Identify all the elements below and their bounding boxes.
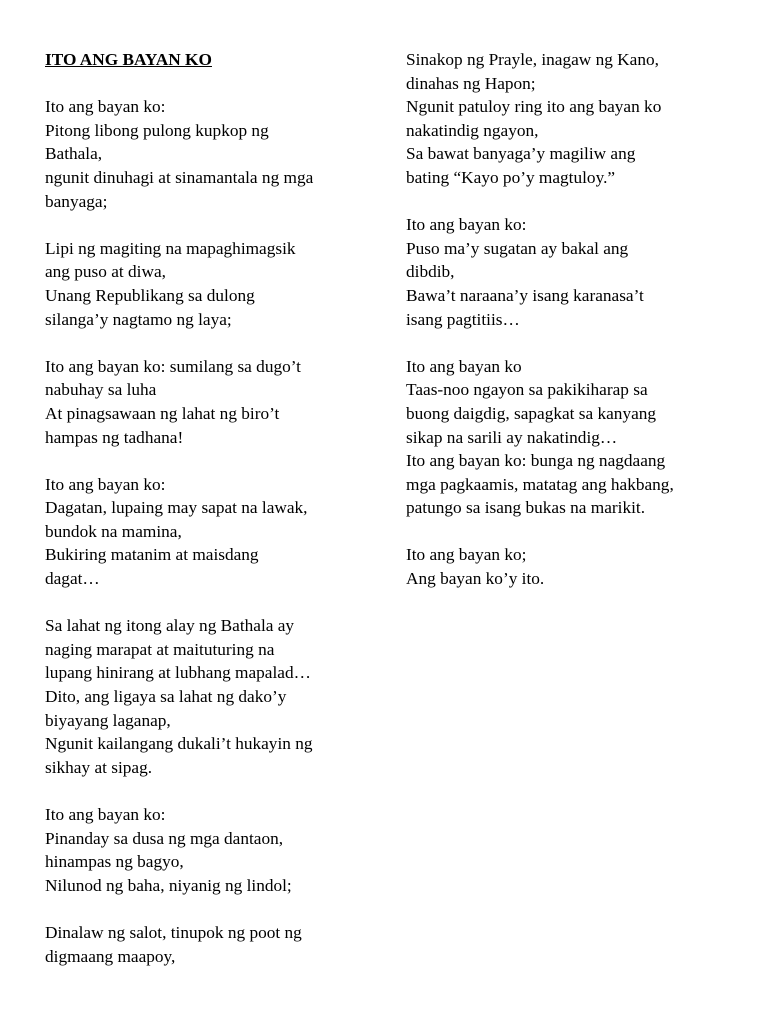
poem-line: Ito ang bayan ko: bbox=[406, 215, 527, 235]
poem-line: Dinalaw ng salot, tinupok ng poot ng bbox=[45, 922, 302, 942]
poem-line: isang pagtitiis… bbox=[406, 309, 520, 329]
poem-line: Ito ang bayan ko bbox=[406, 356, 522, 376]
poem-line: mga pagkaamis, matatag ang hakbang, bbox=[406, 474, 674, 494]
poem-line: bating “Kayo po’y magtuloy.” bbox=[406, 167, 616, 187]
poem-line: Ang bayan ko’y ito. bbox=[406, 569, 545, 589]
poem-line: Taas-noo ngayon sa pakikiharap sa bbox=[406, 380, 648, 400]
poem-line: sikap na sarili ay nakatindig… bbox=[406, 427, 618, 447]
stanza bbox=[406, 213, 746, 331]
poem-line: dibdib, bbox=[406, 262, 455, 282]
poem-line: sikhay at sipag. bbox=[45, 757, 153, 777]
poem-line: Nilunod ng baha, niyanig ng lindol; bbox=[45, 875, 292, 895]
stanza bbox=[45, 237, 375, 331]
stanza bbox=[406, 543, 746, 590]
poem-line: Ito ang bayan ko: bbox=[45, 474, 166, 494]
stanza bbox=[45, 95, 375, 213]
poem-line: dinahas ng Hapon; bbox=[406, 73, 536, 93]
poem-line: Bawa’t naraana’y isang karanasa’t bbox=[406, 285, 644, 305]
poem-line: hinampas ng bagyo, bbox=[45, 852, 184, 872]
poem-line: Lipi ng magiting na mapaghimagsik bbox=[45, 238, 296, 258]
poem-line: buong daigdig, sapagkat sa kanyang bbox=[406, 403, 657, 423]
poem-line: Dito, ang ligaya sa lahat ng dako’y bbox=[45, 687, 287, 707]
stanza bbox=[406, 48, 746, 190]
poem-line: Puso ma’y sugatan ay bakal ang bbox=[406, 238, 629, 258]
stanza bbox=[406, 449, 746, 520]
poem-line: Sa lahat ng itong alay ng Bathala ay bbox=[45, 616, 295, 636]
poem-line: nakatindig ngayon, bbox=[406, 120, 539, 140]
poem-line: Ito ang bayan ko; bbox=[406, 545, 527, 565]
poem-title: ITO ANG BAYAN KO bbox=[45, 50, 212, 69]
stanza bbox=[45, 614, 375, 779]
poem-line: biyayang laganap, bbox=[45, 710, 171, 730]
stanza bbox=[45, 921, 375, 968]
poem-line: Ito ang bayan ko: bbox=[45, 97, 166, 117]
stanza bbox=[45, 473, 375, 591]
poem-line: Ito ang bayan ko: bbox=[45, 805, 166, 824]
poem-line: Sinakop ng Prayle, inagaw ng Kano, bbox=[406, 50, 659, 69]
poem-line: Bathala, bbox=[45, 144, 103, 164]
stanza bbox=[45, 803, 375, 897]
poem-line: Pinanday sa dusa ng mga dantaon, bbox=[45, 828, 284, 848]
poem-line: At pinagsawaan ng lahat ng biro’t bbox=[45, 403, 280, 423]
poem-line: Ngunit patuloy ring ito ang bayan ko bbox=[406, 97, 662, 117]
poem-line: Ngunit kailangang dukali’t hukayin ng bbox=[45, 734, 313, 754]
poem-line: hampas ng tadhana! bbox=[45, 427, 184, 447]
poem-line: Unang Republikang sa dulong bbox=[45, 285, 255, 305]
stanza bbox=[406, 355, 746, 449]
poem-line: naging marapat at maituturing na bbox=[45, 639, 275, 659]
poem-line: nabuhay sa luha bbox=[45, 380, 157, 400]
poem-line: patungo sa isang bukas na marikit. bbox=[406, 498, 646, 518]
poem-line: digmaang maapoy, bbox=[45, 946, 176, 966]
left-column bbox=[45, 48, 375, 992]
poem-line: bundok na mamina, bbox=[45, 521, 182, 541]
stanza bbox=[45, 355, 375, 449]
poem-line: dagat… bbox=[45, 569, 100, 589]
poem-line: ngunit dinuhagi at sinamantala ng mga bbox=[45, 167, 314, 187]
right-stanzas bbox=[406, 48, 746, 591]
poem-line: ang puso at diwa, bbox=[45, 262, 166, 282]
poem-line: silanga’y nagtamo ng laya; bbox=[45, 309, 232, 329]
poem-line: Sa bawat banyaga’y magiliw ang bbox=[406, 144, 636, 164]
poem-line: Pitong libong pulong kupkop ng bbox=[45, 120, 269, 140]
right-column bbox=[406, 48, 746, 614]
poem-line: Bukiring matanim at maisdang bbox=[45, 545, 259, 565]
poem-line: Dagatan, lupaing may sapat na lawak, bbox=[45, 498, 308, 518]
poem-line: Ito ang bayan ko: sumilang sa dugo’t bbox=[45, 356, 301, 376]
left-stanzas bbox=[45, 95, 375, 968]
poem-line: banyaga; bbox=[45, 191, 108, 211]
poem-line: lupang hinirang at lubhang mapalad… bbox=[45, 663, 311, 683]
poem-line: Ito ang bayan ko: bunga ng nagdaang bbox=[406, 451, 666, 471]
